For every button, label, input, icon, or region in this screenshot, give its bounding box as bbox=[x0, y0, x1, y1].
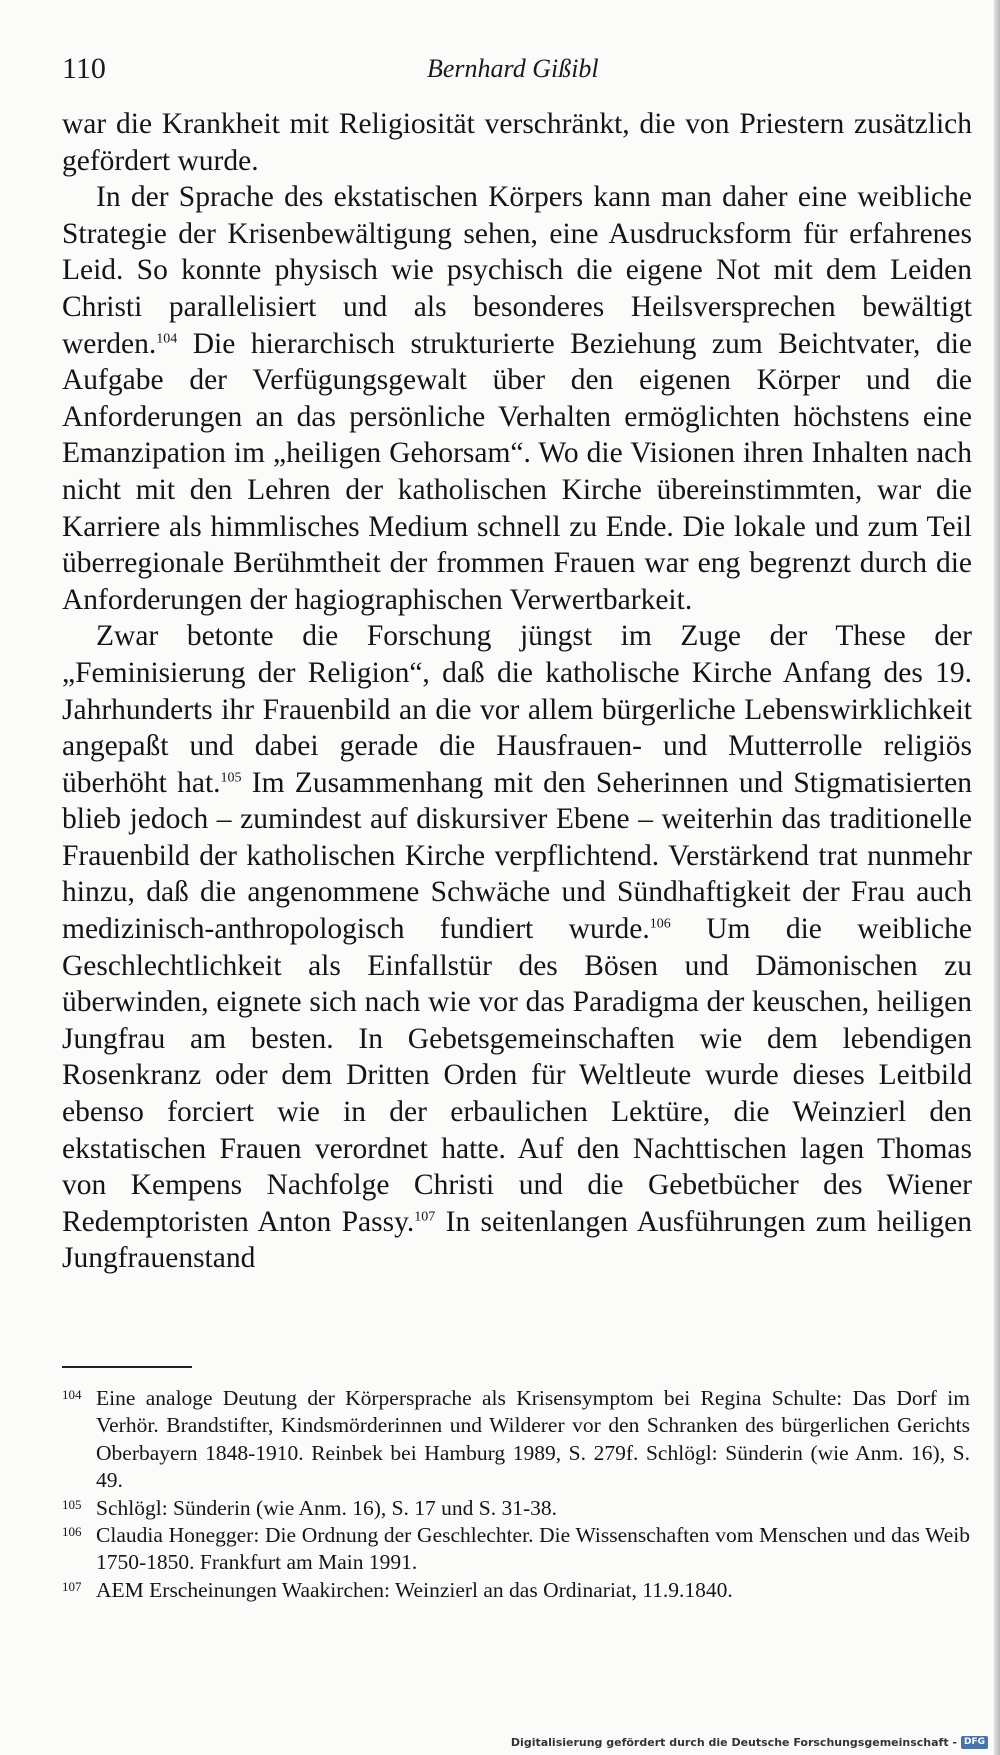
dfg-logo: DFG bbox=[961, 1736, 988, 1749]
footnote-ref-106: 106 bbox=[649, 916, 671, 932]
footnote-separator bbox=[62, 1366, 192, 1368]
paragraph-3-text-b: Im Zusammenhang mit den Seherinnen und Stigmatisierten blieb jedoch – zumindest auf diskursiver Ebene – weiterhin das traditionelle Frauenbild der katholischen Kirche verpflichtend. Verstärkend trat nunmehr hinzu, daß die angenommene Schwäche und Sündhaftigkeit der Frau auch medizinisch-anthropologisch fundiert wurde. bbox=[62, 766, 972, 946]
footnote-ref-104: 104 bbox=[156, 331, 178, 347]
footnote-number: 105 bbox=[62, 1496, 82, 1512]
footnote-number: 107 bbox=[62, 1578, 82, 1594]
footnote-106 bbox=[62, 1522, 970, 1577]
scan-edge-shadow bbox=[994, 0, 1000, 1755]
digitization-note: Digitalisierung gefördert durch die Deutsche Forschungsgemeinschaft - bbox=[510, 1736, 957, 1749]
digitization-credit bbox=[511, 1736, 988, 1749]
footnote-104 bbox=[62, 1385, 970, 1495]
footnote-107 bbox=[62, 1577, 970, 1604]
footnote-ref-105: 105 bbox=[220, 770, 242, 786]
footnote-text: Eine analoge Deutung der Körpersprache als Krisensymptom bei Regina Schulte: Das Dorf im Verhör. Brandstifter, Kindsmörderinnen und Wilderer vor den Schranken des bürgerlichen Gerichts Oberbayern 1848-1910. Reinbek bei Hamburg 1989, S. 279f. Schlögl: Sünderin (wie Anm. 16), S. 49. bbox=[96, 1386, 970, 1493]
footnote-number: 104 bbox=[62, 1387, 82, 1402]
paragraph-3-text-d: In seitenlangen Ausführungen zum heiligen Jungfrauenstand bbox=[62, 1205, 972, 1275]
paragraph-3-text-a: Zwar betonte die Forschung jüngst im Zuge der These der „Feminisierung der Religion“, daß die katholische Kirche Anfang des 19. Jahrhunderts ihr Frauenbild an die vor allem bürgerliche Lebenswirklichkeit angepaßt und dabei gerade die Hausfrauen- und Mutterrolle religiös überhöht hat. bbox=[62, 620, 972, 799]
paragraph-2-text-b: Die hierarchisch strukturierte Beziehung zum Beichtvater, die Aufgabe der Verfügungsgewalt über den eigenen Körper und die Anforderungen an das persönliche Verhalten ermöglichten höchstens eine Emanzipation im „heiligen Gehorsam“. Wo die Visionen ihren Inhalten nach nicht mit den Lehren der katholischen Kirche übereinstimmten, war die Karriere als himmlisches Medium schnell zu Ende. Die lokale und zum Teil überregionale Berühmtheit der frommen Frauen war eng begrenzt durch die Anforderungen der hagiographischen Verwertbarkeit. bbox=[62, 327, 972, 616]
paragraph-2 bbox=[62, 179, 972, 618]
page-number: 110 bbox=[62, 52, 106, 85]
page-header bbox=[62, 52, 900, 96]
footnote-105 bbox=[62, 1495, 970, 1522]
footnote-text: Schlögl: Sünderin (wie Anm. 16), S. 17 und S. 31-38. bbox=[96, 1495, 558, 1520]
footnote-text: Claudia Honegger: Die Ordnung der Geschlechter. Die Wissenschaften vom Menschen und das Weib 1750-1850. Frankfurt am Main 1991. bbox=[96, 1523, 970, 1575]
main-text bbox=[62, 106, 972, 1277]
footnote-ref-107: 107 bbox=[414, 1209, 436, 1225]
paragraph-2-text-a: In der Sprache des ekstatischen Körpers kann man daher eine weibliche Strategie der Krisenbewältigung sehen, eine Ausdrucksform für erfahrenes Leid. So konnte physisch wie psychisch die eigene Not mit dem Leiden Christi parallelisiert und als besonderes Heilsversprechen bewältigt werden. bbox=[62, 181, 972, 360]
footnotes bbox=[62, 1385, 970, 1604]
paragraph-3 bbox=[62, 618, 972, 1277]
footnote-text: AEM Erscheinungen Waakirchen: Weinzierl an das Ordinariat, 11.9.1840. bbox=[96, 1577, 733, 1602]
paragraph-1: war die Krankheit mit Religiosität verschränkt, die von Priestern zusätzlich gefördert wurde. bbox=[62, 108, 972, 177]
paragraph-3-text-c: Um die weibliche Geschlechtlichkeit als Einfallstür des Bösen und Dämonischen zu überwinden, eignete sich nach wie vor das Paradigma der keuschen, heiligen Jungfrau am besten. In Gebetsgemeinschaften wie dem lebendigen Rosenkranz oder dem Dritten Orden für Weltleute wurde dieses Leitbild ebenso forciert wie in der erbaulichen Lektüre, die Weinzierl den ekstatischen Frauen verordnet hatte. Auf den Nachttischen lagen Thomas von Kempens Nachfolge Christi und die Gebetbücher des Wiener Redemptoristen Anton Passy. bbox=[62, 913, 972, 1238]
footnote-number: 106 bbox=[62, 1524, 82, 1540]
running-head-author: Bernhard Gißibl bbox=[427, 54, 599, 83]
